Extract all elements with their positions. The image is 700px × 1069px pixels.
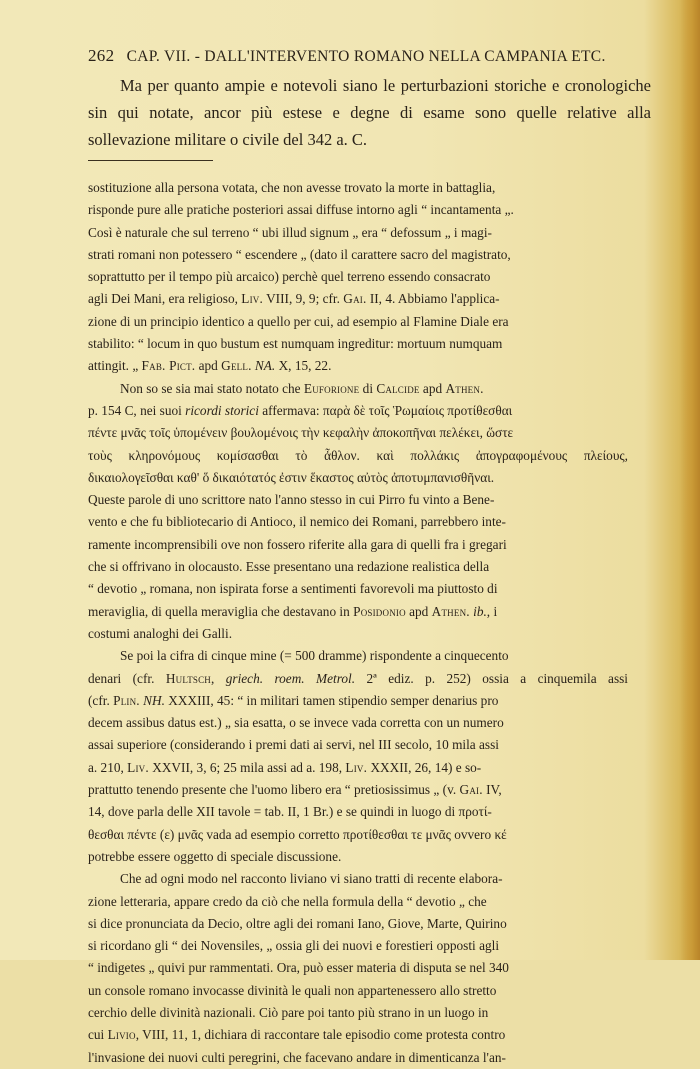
footnote-line: decem assibus datus est.) „ sia esatta, o se invece vada corretta con un numero: [88, 715, 504, 731]
footnote-line: costumi analoghi dei Galli.: [88, 625, 233, 641]
footnote-line: strati romani non potessero “ escendere „ (dato il carattere sacro del magistrato,: [88, 246, 511, 262]
footnote-line: denari (cfr. Hultsch, griech. roem. Metrol. 2ª ediz. p. 252) ossia a cinquemila assi: [88, 670, 628, 686]
footnote-line: a. 210, Liv. XXVII, 3, 6; 25 mila assi ad a. 198, Liv. XXXII, 26, 14) e so-: [88, 759, 482, 775]
footnote-line: 14, dove parla delle XII tavole = tab. II, 1 Br.) e se quindi in luogo di προτί-: [88, 804, 492, 820]
footnote-line: agli Dei Mani, era religioso, Liv. VIII, 9, 9; cfr. Gai. II, 4. Abbiamo l'applica-: [88, 291, 500, 307]
footnote-line: cui Livio, VIII, 11, 1, dichiara di raccontare tale episodio come protesta contro: [88, 1027, 506, 1043]
footnote-line: soprattutto per il tempo più arcaico) perchè quel terreno essendo consacrato: [88, 269, 491, 285]
footnote-line: (cfr. Plin. NH. XXXIII, 45: “ in militari tamen stipendio semper denarius pro: [88, 692, 499, 708]
footnote-line: Così è naturale che sul terreno “ ubi illud signum „ era “ defossum „ i magi-: [88, 224, 492, 240]
footnote-line: θεσθαι πέντε (ε) μνᾶς vada ad esempio corretto προτίθεσθαι τε μνᾶς ovvero κέ: [88, 826, 507, 842]
footnote-line: prattutto tenendo presente che l'uomo libero era “ pretiosissimus „ (v. Gai. IV,: [88, 782, 502, 798]
footnote-line: un console romano invocasse divinità le quali non appartenessero allo stretto: [88, 982, 497, 998]
intro-paragraph: Ma per quanto ampie e notevoli siano le perturbazioni storiche e cronologiche sin qui notate, ancor più estese e degne di esame sono quelle relative alla sollevazione militare o civile del 342 a. C.: [88, 76, 651, 149]
footnote-line: Non so se sia mai stato notato che Euforione di Calcide apd Athen.: [120, 380, 484, 396]
footnote-line: πέντε μνᾶς τοῖς ὑπομένειν βουλομένοις τὴν κεφαλὴν ἀποκοπῆναι πελέκει, ὥστε: [88, 425, 514, 441]
footnote-line: ramente incomprensibili ove non fossero riferite alla gara di quelli fra i gregari: [88, 536, 507, 552]
footnote-block: [88, 177, 628, 1069]
page-number: 262: [88, 46, 115, 65]
footnote-line: τοὺς κληρονόμους κομίσασθαι τὸ ἆθλον. καὶ πολλάκις ἀπογραφομένους πλείους,: [88, 447, 628, 463]
footnote-separator: [88, 160, 213, 161]
page-edge-discoloration: [680, 0, 700, 960]
footnote-line: che si offrivano in olocausto. Esse presentano una redazione realistica della: [88, 559, 490, 575]
footnote-line: attingit. „ Fab. Pict. apd Gell. NA. X, 15, 22.: [88, 358, 332, 374]
footnote-line: zione letteraria, appare credo da ciò che nella formula della “ devotio „ che: [88, 893, 487, 909]
main-text: [88, 72, 651, 153]
footnote-line: vento e che fu bibliotecario di Antioco, il nemico dei Romani, parrebbero inte-: [88, 514, 506, 530]
footnote-line: Queste parole di uno scrittore nato l'anno stesso in cui Pirro fu vinto a Bene-: [88, 492, 495, 508]
running-title: CAP. VII. - DALL'INTERVENTO ROMANO NELLA CAMPANIA ETC.: [126, 48, 606, 65]
footnote-line: Se poi la cifra di cinque mine (= 500 dramme) rispondente a cinquecento: [120, 648, 509, 664]
footnote-line: si dice pronunciata da Decio, oltre agli dei romani Iano, Giove, Marte, Quirino: [88, 915, 507, 931]
footnote-line: Che ad ogni modo nel racconto liviano vi siano tratti di recente elabora-: [120, 871, 503, 887]
footnote-line: zione di un principio identico a quello per cui, ad esempio al Flamine Diale era: [88, 313, 509, 329]
footnote-line: p. 154 C, nei suoi ricordi storici affermava: παρὰ δὲ τοῖς Ῥωμαίοις προτίθεσθαι: [88, 402, 513, 418]
footnote-line: δικαιολογεῖσθαι καθ' ὅ δικαιότατός ἐστιν ἕκαστος αὐτὸς ἀποτυμπανισθῆναι.: [88, 469, 495, 485]
footnote-line: meraviglia, di quella meraviglia che destavano in Posidonio apd Athen. ib., i: [88, 603, 498, 619]
running-header: [88, 46, 648, 66]
footnote-line: “ indigetes „ quivi pur rammentati. Ora, può esser materia di disputa se nel 340: [88, 960, 509, 976]
footnote-line: assai superiore (considerando i premi dati ai servi, nel III secolo, 10 mila assi: [88, 737, 499, 753]
footnote-line: risponde pure alle pratiche posteriori assai diffuse intorno agli “ incantamenta „.: [88, 202, 514, 218]
footnote-line: “ devotio „ romana, non ispirata forse a sentimenti favorevoli ma piuttosto di: [88, 581, 498, 597]
footnote-line: si ricordano gli “ dei Novensiles, „ ossia gli dei nuovi e forestieri opposti agli: [88, 938, 500, 954]
footnote-line: l'invasione dei nuovi culti peregrini, che facevano andare in dimenticanza l'an-: [88, 1049, 506, 1065]
footnote-line: potrebbe essere oggetto di speciale discussione.: [88, 848, 342, 864]
footnote-line: cerchio delle divinità nazionali. Ciò pare poi tanto più strano in un luogo in: [88, 1004, 489, 1020]
footnote-line: stabilito: “ locum in quo bustum est numquam ingreditur: mortuum numquam: [88, 336, 503, 352]
footnote-line: sostituzione alla persona votata, che non avesse trovato la morte in battaglia,: [88, 180, 496, 195]
